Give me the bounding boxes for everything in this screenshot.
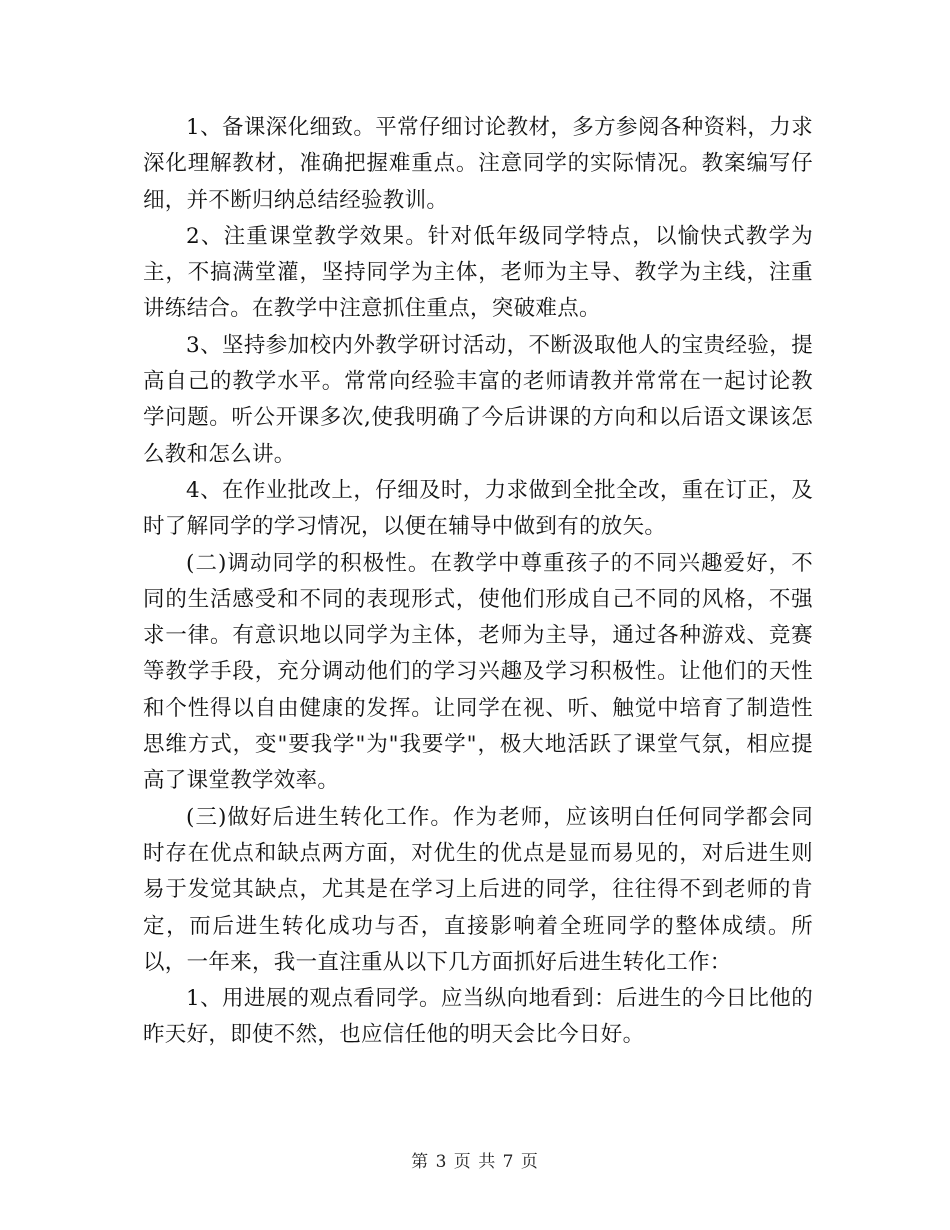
paragraph-lagging-students: (三)做好后进生转化工作。作为老师，应该明白任何同学都会同时存在优点和缺点两方面，对优生的优点是显而易见的，对后进生则易于发觉其缺点，尤其是在学习上后进的同学，往往得不到老师的肯定，而后进生转化成功与否，直接影响着全班同学的整体成绩。所以，一年来，我一直注重从以下几方面抓好后进生转化工作： xyxy=(143,804,813,975)
paragraph-classroom-effect: 2、注重课堂教学效果。针对低年级同学特点，以愉快式教学为主，不搞满堂灌，坚持同学为主体，老师为主导、教学为主线，注重讲练结合。在教学中注意抓住重点，突破难点。 xyxy=(143,223,813,322)
paragraph-development-view: 1、用进展的观点看同学。应当纵向地看到：后进生的今日比他的昨天好，即使不然，也应信任他的明天会比今日好。 xyxy=(143,986,813,1048)
paragraph-student-enthusiasm: (二)调动同学的积极性。在教学中尊重孩子的不同兴趣爱好，不同的生活感受和不同的表现形式，使他们形成自己不同的风格，不强求一律。有意识地以同学为主体，老师为主导，通过各种游戏、竞赛等教学手段，充分调动他们的学习兴趣及学习积极性。让他们的天性和个性得以自由健康的发挥。让同学在视、听、触觉中培育了制造性思维方式，变"要我学"为"我要学"，极大地活跃了课堂气氛，相应提高了课堂教学效率。 xyxy=(143,550,813,794)
paragraph-homework-grading: 4、在作业批改上，仔细及时，力求做到全批全改，重在订正，及时了解同学的学习情况，以便在辅导中做到有的放矢。 xyxy=(143,477,813,540)
document-body xyxy=(143,110,813,1054)
paragraph-lesson-preparation: 1、备课深化细致。平常仔细讨论教材，多方参阅各种资料，力求深化理解教材，准确把握难重点。注意同学的实际情况。教案编写仔细，并不断归纳总结经验教训。 xyxy=(143,115,813,213)
paragraph-teaching-research: 3、坚持参加校内外教学研讨活动，不断汲取他人的宝贵经验，提高自己的教学水平。常常向经验丰富的老师请教并常常在一起讨论教学问题。听公开课多次,使我明确了今后讲课的方向和以后语文课该怎么教和怎么讲。 xyxy=(143,332,813,467)
page-number-footer: 第 3 页 共 7 页 xyxy=(411,1152,539,1172)
